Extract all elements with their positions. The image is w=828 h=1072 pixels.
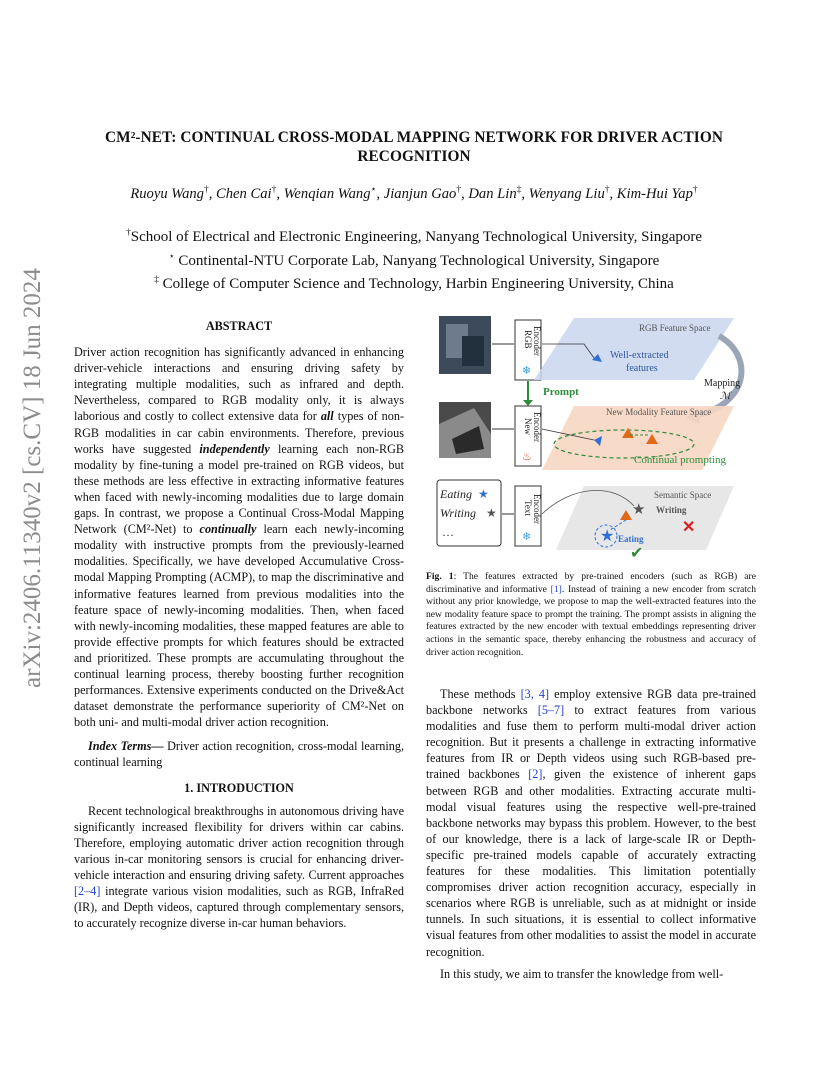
author: Chen Cai — [216, 185, 272, 202]
svg-text:Well-extracted: Well-extracted — [610, 350, 669, 361]
svg-text:Prompt: Prompt — [543, 386, 579, 398]
svg-text:New: New — [523, 418, 533, 435]
citation-link[interactable]: [2–4] — [74, 884, 101, 899]
svg-text:Mapping: Mapping — [704, 378, 741, 389]
svg-text:★: ★ — [478, 487, 489, 501]
trainable-flame-icon: ♨ — [522, 451, 532, 463]
svg-text:Semantic Space: Semantic Space — [654, 490, 712, 500]
citation-link[interactable]: [1] — [550, 583, 562, 595]
svg-text:Eating: Eating — [618, 534, 644, 544]
svg-text:Eating: Eating — [440, 487, 472, 501]
svg-text:New Modality Feature Space: New Modality Feature Space — [606, 407, 712, 417]
body-paragraph: These methods [3, 4] employ extensive RGB data pre-trained backbone networks [5–7] to extract features from various modalities and fuse them to perform multi-modal driver action recognition. But it presents a challenge in extracting informative features from IR or Depth videos using such RGB-based pre-trained backbones [2], given the existence of inherent gaps between RGB and other modalities. Extracting accurate multi-modal visual features using the respective well-pre-trained backbone networks may bypass this problem. However, to the best of our knowledge, there is a lack of large-scale IR or Depth-specific pre-trained models capable of accurately extracting features for these modalities. This limitation potentially compromises driver action recognition accuracy, especially in scenarios where RGB is unreliable, such as at midnight or inside tunnels. In such situations, it is essential to collect informative visual features from other modalities to assist the model in accurate recognition. — [426, 687, 757, 959]
svg-text:RGB: RGB — [523, 330, 533, 349]
figure-1 — [434, 314, 756, 564]
svg-text:features: features — [626, 363, 658, 374]
figure-diagram — [434, 314, 756, 564]
correct-match-icon: ✔ — [630, 545, 644, 562]
svg-text:RGB Feature Space: RGB Feature Space — [639, 323, 711, 333]
affiliation-line: †School of Electrical and Electronic Engineering, Nanyang Technological University, Singapore — [125, 228, 703, 245]
svg-text:★: ★ — [600, 528, 615, 545]
wrong-match-icon: ✕ — [682, 519, 696, 536]
affiliation-line: ⋆ Continental-NTU Corporate Lab, Nanyang Technological University, Singapore — [168, 251, 660, 269]
abstract-heading: ABSTRACT — [205, 319, 273, 333]
body-paragraph: In this study, we aim to transfer the knowledge from well- — [440, 966, 724, 981]
abstract-text: Driver action recognition has significantly advanced in enhancing driver-vehicle interactions and ensuring driving safety by integrating multiple modalities, such as infrared and depth. Nevertheless, compared to RGB modality only, it is always laborious and costly to collect extensive data for all types of non-RGB modalities in car cabin environments. Therefore, previous works have suggested independently learning each non-RGB modality by fine-tuning a model pre-trained on RGB videos, but these methods are less effective in extracting informative features when faced with newly-incoming modalities due to large domain gaps. In contrast, we propose a Continual Cross-Modal Mapping Network (CM²-Net) to continually learn each newly-incoming modality with instructive prompts from the previously-learned modalities. Specifically, we have developed Accumulative Cross-modal Mapping Prompting (ACMP), to map the discriminative and informative features learned from previous modalities into the feature space of newly-incoming modalities. Then, when faced with newly-incoming modalities, these mapped features are able to provide effective prompts for which features should be extracted and prioritized. These prompts are accumulating throughout the continual learning process, thereby boosting further recognition performances. Extensive experiments conducted on the Drive&Act dataset demonstrate the performance superiority of CM²-Net on both uni- and multi-modal driver action recognition. — [74, 345, 405, 730]
figure-caption: Fig. 1: The features extracted by pre-trained encoders (such as RGB) are discriminative and informative [1]. Instead of training a new encoder from scratch without any prior knowledge, we propose to map the well-extracted features into the new modality feature space to prompt the training. The prompt assists in aligning the features extracted by the new encoder with textual embeddings representing driver actions in the semantic space, thereby enhancing the robustness and accuracy of driver action recognition. — [426, 571, 757, 658]
frozen-snowflake-icon: ❄ — [522, 365, 532, 377]
paper-title: CM²-NET: CONTINUAL CROSS-MODAL MAPPING NETWORK FOR DRIVER ACTION RECOGNITION — [105, 129, 723, 165]
right-column — [426, 686, 756, 982]
svg-text:Writing: Writing — [440, 506, 477, 520]
index-terms: Index Terms— Driver action recognition, cross-modal learning, continual learning — [74, 739, 404, 770]
svg-text:★: ★ — [486, 506, 497, 520]
author: Ruoyu Wang — [130, 185, 204, 202]
author: Kim-Hui Yap — [616, 185, 693, 202]
svg-text:Encoder: Encoder — [532, 412, 542, 442]
svg-text:★: ★ — [632, 502, 646, 518]
introduction-text: Recent technological breakthroughs in autonomous driving have significantly increased flexibility for drivers within car cabins. Therefore, employing automatic driver action recognition through various in-car monitoring sensors is crucial for enhancing driver-vehicle interaction and ensuring driving safety. Current approaches [2–4] integrate various vision modalities, such as RGB, InfraRed (IR), and Depth videos, captured through complementary sensors, to accurately recognize diverse in-car human behaviors. — [74, 803, 404, 931]
affiliation-line: ‡ College of Computer Science and Technology, Harbin Engineering University, China — [154, 275, 674, 292]
svg-text:Encoder: Encoder — [532, 494, 542, 524]
frozen-snowflake-icon: ❄ — [522, 531, 532, 543]
citation-link[interactable]: [3, 4] — [520, 687, 550, 701]
citation-link[interactable]: [2] — [528, 767, 543, 782]
svg-text:Text: Text — [523, 500, 533, 516]
author-list: Ruoyu Wang†, Chen Cai†, Wenqian Wang⋆, Jianjun Gao†, Dan Lin‡, Wenyang Liu†, Kim-Hui Yap† — [130, 185, 698, 202]
author: Jianjun Gao — [383, 185, 457, 202]
svg-text:ℳ: ℳ — [720, 391, 731, 402]
affiliations — [70, 224, 758, 295]
introduction-heading: 1. INTRODUCTION — [184, 780, 294, 795]
author: Wenqian Wang — [283, 185, 371, 202]
left-column — [74, 318, 404, 931]
author: Dan Lin — [468, 185, 517, 202]
svg-text:Encoder: Encoder — [532, 326, 542, 356]
citation-link[interactable]: [5–7] — [537, 703, 565, 718]
author: Wenyang Liu — [528, 185, 605, 202]
svg-text:…: … — [442, 525, 454, 539]
arxiv-identifier: arXiv:2406.11340v2 [cs.CV] 18 Jun 2024 — [19, 268, 46, 688]
svg-text:Writing: Writing — [656, 505, 687, 515]
svg-text:Continual prompting: Continual prompting — [634, 454, 726, 466]
